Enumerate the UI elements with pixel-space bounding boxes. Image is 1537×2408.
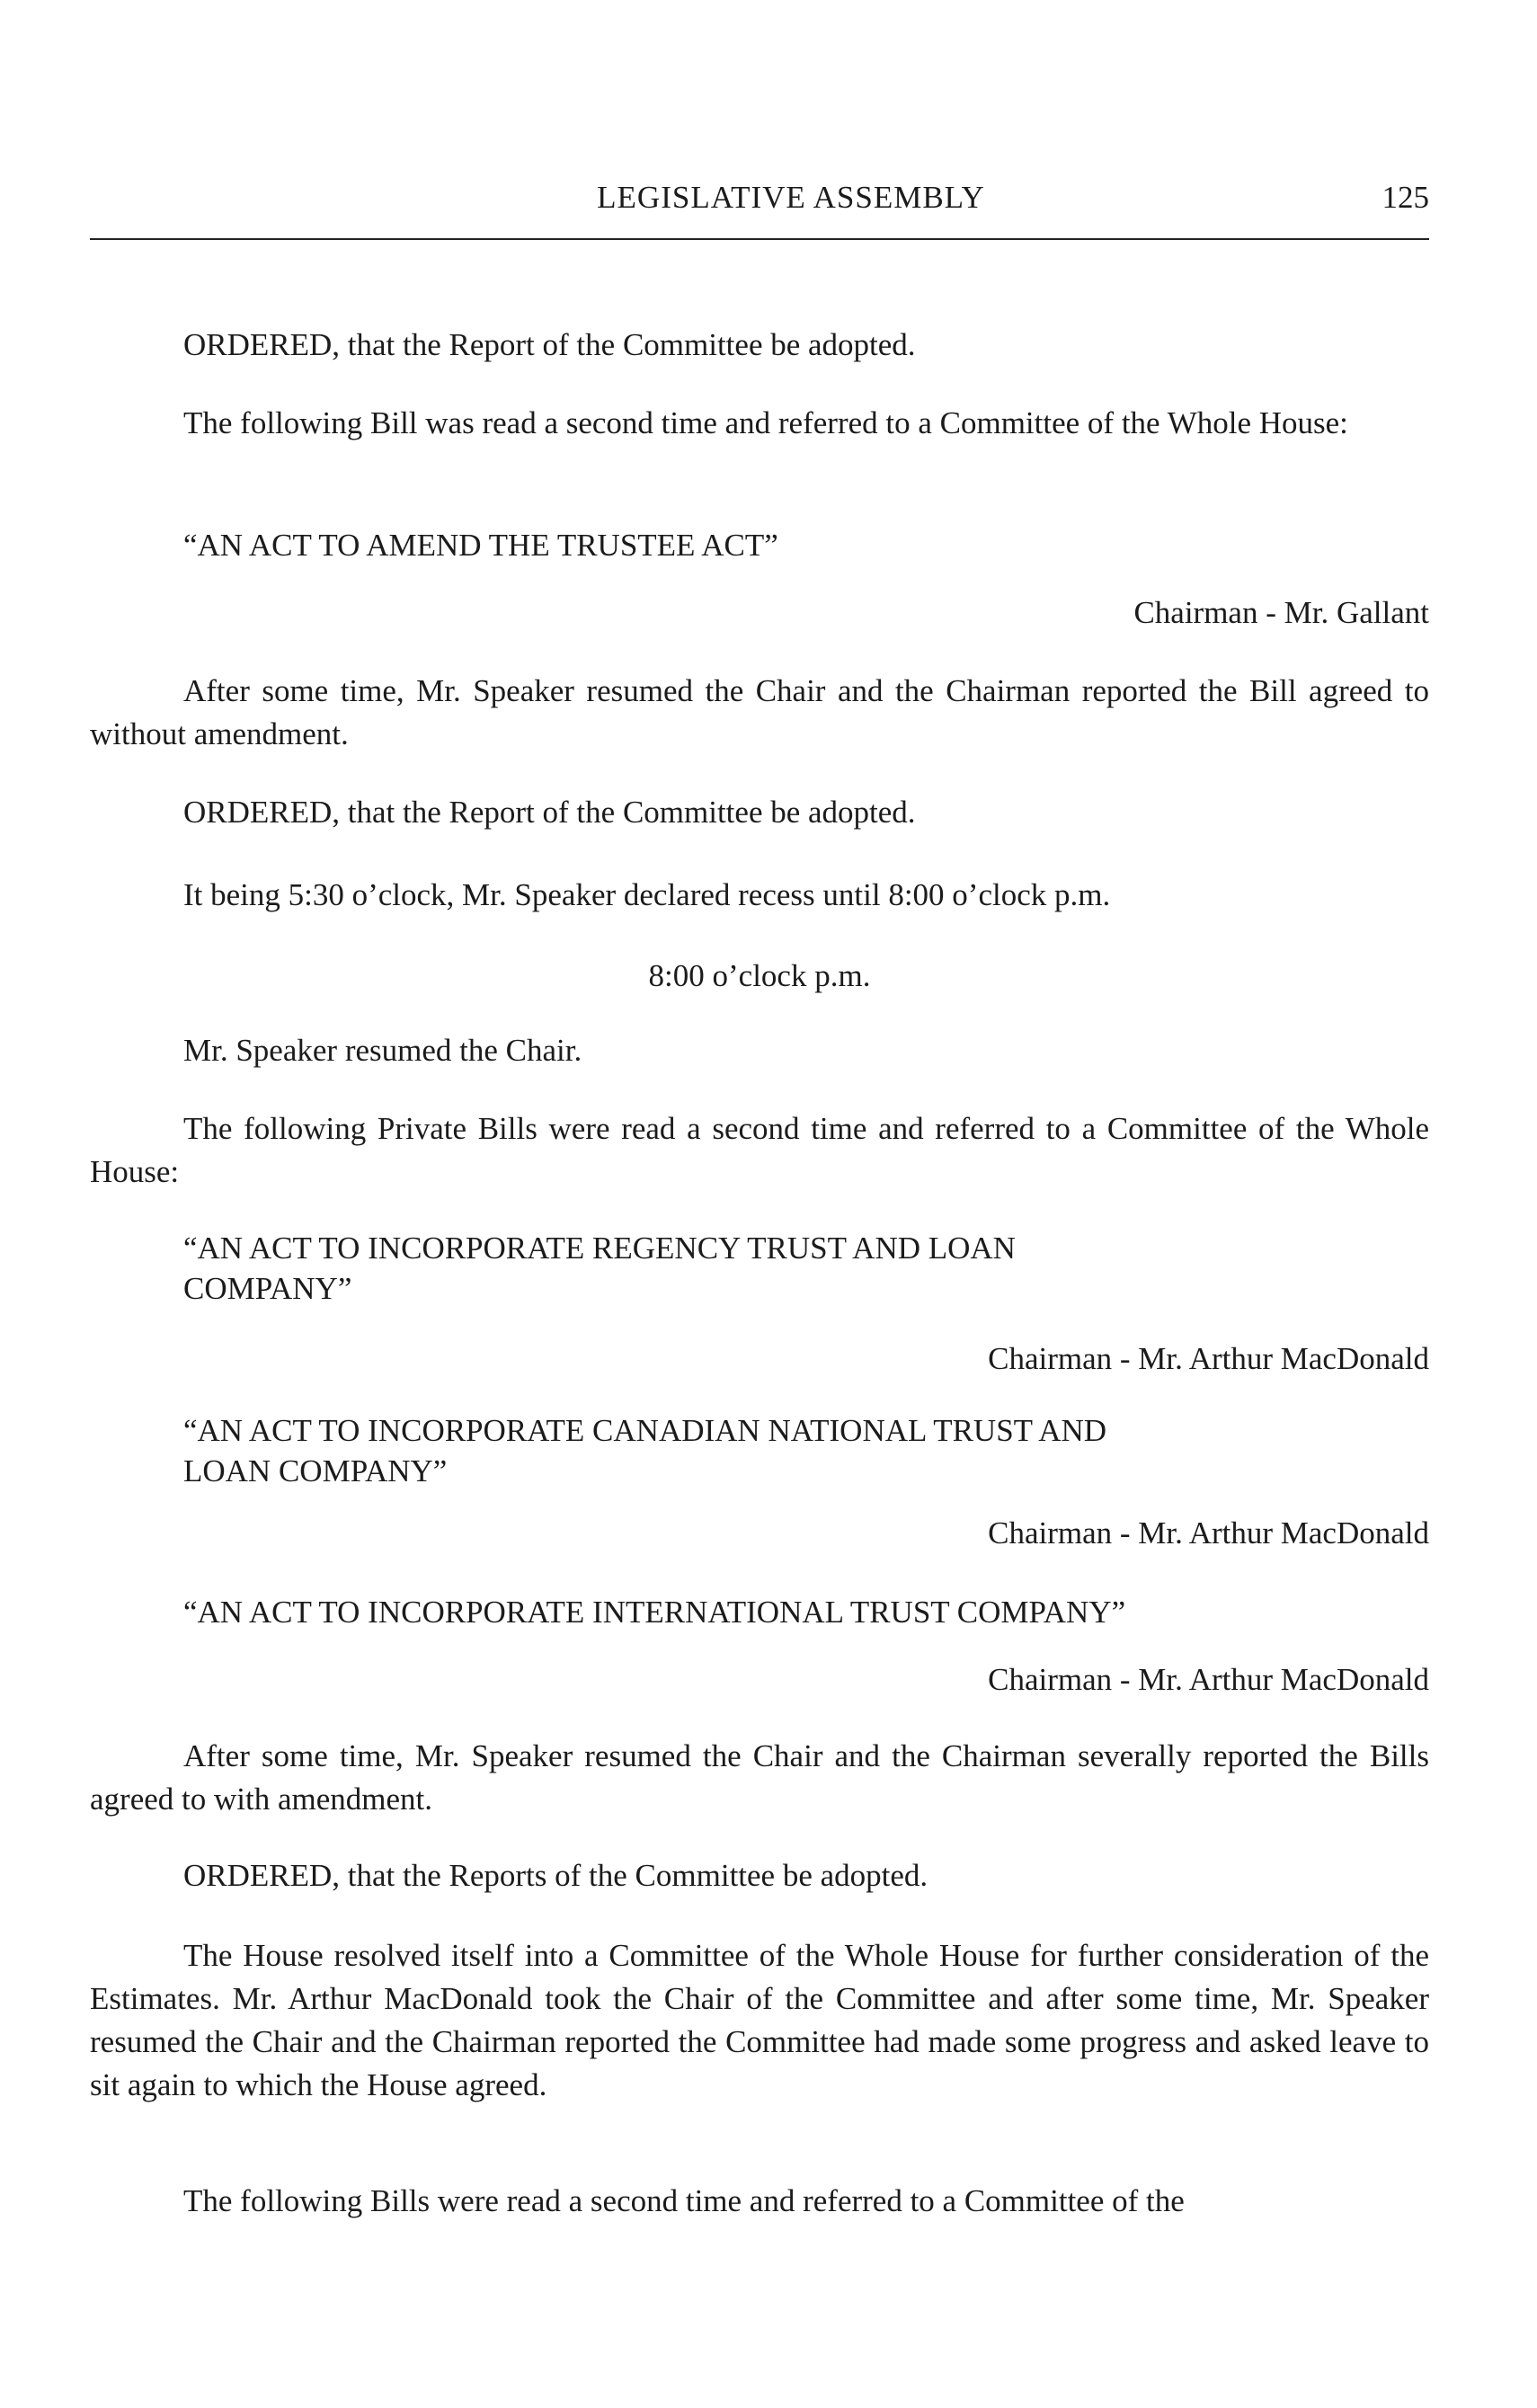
page-header <box>90 180 1429 243</box>
paragraph-ordered-1: ORDERED, that the Report of the Committee be adopted. <box>183 327 916 362</box>
page-number: 125 <box>1382 180 1429 215</box>
bill-title-regency-line1: “AN ACT TO INCORPORATE REGENCY TRUST AND LOAN <box>183 1231 1016 1266</box>
paragraph-recess: It being 5:30 o’clock, Mr. Speaker declared recess until 8:00 o’clock p.m. <box>183 877 1111 912</box>
chairman-gallant: Chairman - Mr. Gallant <box>1133 595 1429 630</box>
bill-title-international: “AN ACT TO INCORPORATE INTERNATIONAL TRUST COMPANY” <box>183 1595 1126 1630</box>
running-head: LEGISLATIVE ASSEMBLY <box>597 180 985 215</box>
chairman-macdonald-1: Chairman - Mr. Arthur MacDonald <box>988 1341 1429 1376</box>
bill-title-canadian-line2: LOAN COMPANY” <box>183 1453 448 1488</box>
time-heading: 8:00 o’clock p.m. <box>648 958 871 993</box>
paragraph-bill-referred: The following Bill was read a second time and referred to a Committee of the Whole House: <box>183 405 1348 440</box>
paragraph-ordered-2: ORDERED, that the Report of the Committee be adopted. <box>183 795 916 830</box>
paragraph-private-bills: The following Private Bills were read a second time and referred to a Committee of the Whole House: <box>90 1111 1429 1189</box>
chairman-macdonald-2: Chairman - Mr. Arthur MacDonald <box>988 1515 1429 1551</box>
chairman-macdonald-3: Chairman - Mr. Arthur MacDonald <box>988 1662 1429 1697</box>
paragraph-estimates: The House resolved itself into a Committee of the Whole House for further consideration of the Estimates. Mr. Arthur MacDonald took the Chair of the Committee and after some time, Mr. Speaker resumed the Chair and the Chairman reported the Committee had made some progress and asked leave to sit again to which the House agreed. <box>90 1938 1429 2102</box>
paragraph-speaker-resumed-1: After some time, Mr. Speaker resumed the Chair and the Chairman reported the Bill agreed to without amendment. <box>90 673 1429 751</box>
bill-title-canadian-line1: “AN ACT TO INCORPORATE CANADIAN NATIONAL TRUST AND <box>183 1413 1107 1448</box>
bill-title-regency-line2: COMPANY” <box>183 1271 352 1306</box>
paragraph-ordered-3: ORDERED, that the Reports of the Committee be adopted. <box>183 1858 928 1893</box>
paragraph-speaker-resumed-2: Mr. Speaker resumed the Chair. <box>183 1033 582 1068</box>
bill-title-trustee-act: “AN ACT TO AMEND THE TRUSTEE ACT” <box>183 528 778 563</box>
paragraph-following-bills: The following Bills were read a second time and referred to a Committee of the <box>183 2183 1185 2218</box>
header-rule <box>90 238 1429 240</box>
paragraph-speaker-resumed-3: After some time, Mr. Speaker resumed the Chair and the Chairman severally reported the Bills agreed to with amendment. <box>90 1738 1429 1817</box>
